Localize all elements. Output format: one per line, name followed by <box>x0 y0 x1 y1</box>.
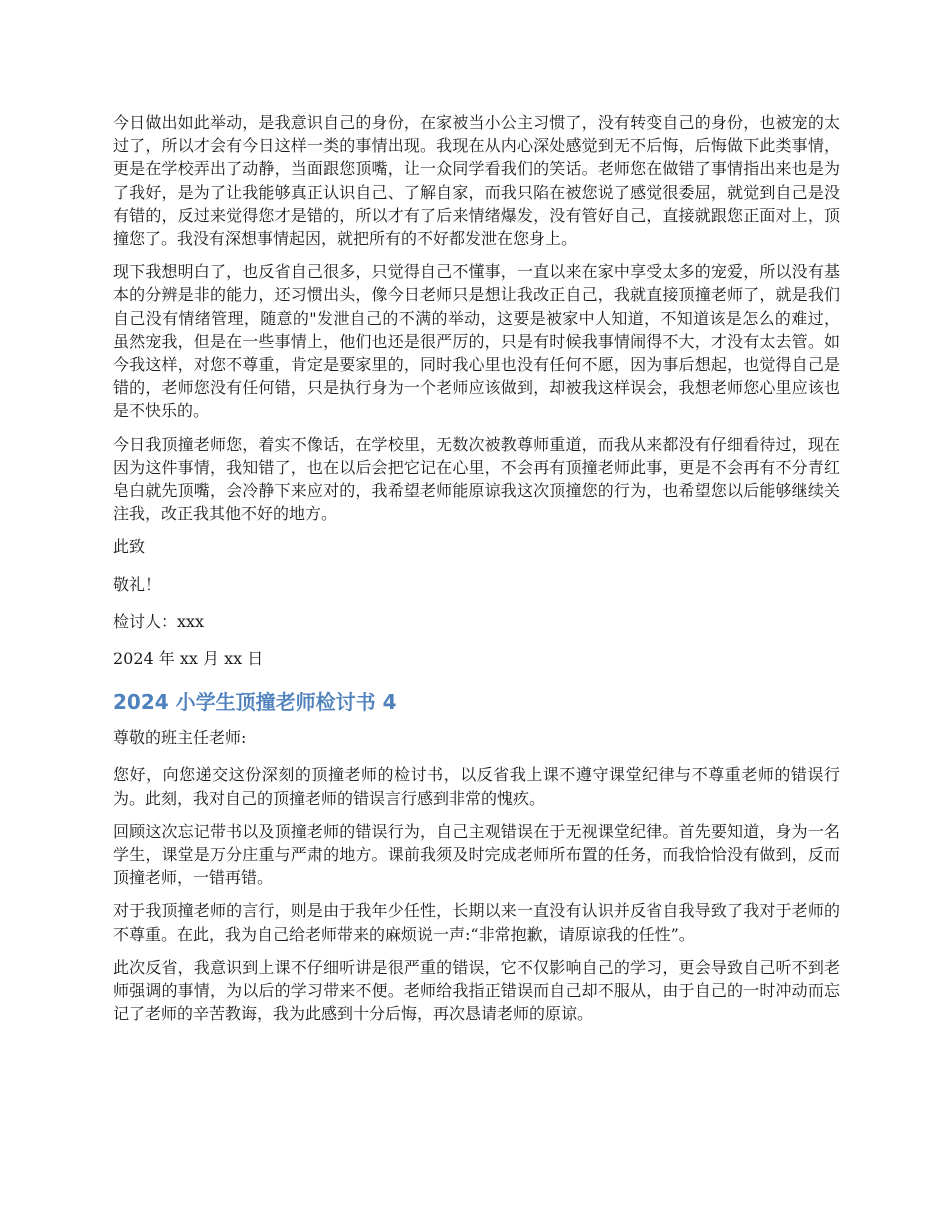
date-line: 2024 年 xx 月 xx 日 <box>113 649 264 669</box>
body-paragraph: 今日做出如此举动，是我意识自己的身份，在家被当小公主习惯了，没有转变自己的身份，也被宠的太过了，所以才会有今日这样一类的事情出现。我现在从内心深处感觉到无不后悔，后悔做下此类事情，更是在学校弄出了动静，当面跟您顶嘴，让一众同学看我们的笑话。老师您在做错了事情指出来也是为了我好，是为了让我能够真正认识自己、了解自家，而我只陷在被您说了感觉很委屈，就觉到自己是没有错的，反过来觉得您才是错的，所以才有了后来情绪爆发，没有管好自己，直接就跟您正面对上，顶撞您了。我没有深想事情起因，就把所有的不好都发泄在您身上。 <box>113 113 840 249</box>
signer-line: 检讨人：xxx <box>113 611 205 631</box>
document-page <box>113 111 840 1036</box>
body-paragraph: 今日我顶撞老师您，着实不像话，在学校里，无数次被教尊师重道，而我从来都没有仔细看待过，现在因为这件事情，我知错了，也在以后会把它记在心里，不会再有顶撞老师此事，更是不会再有不分青红皂白就先顶嘴，会冷静下来应对的，我希望老师能原谅我这次顶撞您的行为，也希望您以后能够继续关注我，改正我其他不好的地方。 <box>113 434 840 524</box>
body-paragraph: 回顾这次忘记带书以及顶撞老师的错误行为，自己主观错误在于无视课堂纪律。首先要知道，身为一名学生，课堂是万分庄重与严肃的地方。课前我须及时完成老师所布置的任务，而我恰恰没有做到，反而顶撞老师，一错再错。 <box>113 821 840 888</box>
closing-salutation: 此致 <box>113 537 146 557</box>
section-heading: 2024 小学生顶撞老师检讨书 4 <box>113 690 397 715</box>
body-paragraph: 您好，向您递交这份深刻的顶撞老师的检讨书，以反省我上课不遵守课堂纪律与不尊重老师的错误行为。此刻，我对自己的顶撞老师的错误言行感到非常的愧疚。 <box>113 765 840 808</box>
body-paragraph: 此次反省，我意识到上课不仔细听讲是很严重的错误，它不仅影响自己的学习，更会导致自己听不到老师强调的事情，为以后的学习带来不便。老师给我指正错误而自己却不服从，由于自己的一时冲动而忘记了老师的辛苦教诲，我为此感到十分后悔，再次恳请老师的原谅。 <box>113 957 840 1024</box>
body-paragraph: 对于我顶撞老师的言行，则是由于我年少任性，长期以来一直没有认识并反省自我导致了我对于老师的不尊重。在此，我为自己给老师带来的麻烦说一声:“非常抱歉，请原谅我的任性”。 <box>113 901 840 944</box>
body-paragraph: 现下我想明白了，也反省自己很多，只觉得自己不懂事，一直以来在家中享受太多的宠爱，所以没有基本的分辨是非的能力，还习惯出头，像今日老师只是想让我改正自己，我就直接顶撞老师了，就是我们自己没有情绪管理，随意的"发泄自己的不满的举动，这要是被家中人知道，不知道该是怎么的难过，虽然宠我，但是在一些事情上，他们也还是很严厉的，只是有时候我事情闹得不大，才没有太去管。如今我这样，对您不尊重，肯定是要家里的，同时我心里也没有任何不愿，因为事后想起，也觉得自己是错的，老师您没有任何错，只是执行身为一个老师应该做到，却被我这样误会，我想老师您心里应该也是不快乐的。 <box>113 262 840 421</box>
closing-respect: 敬礼！ <box>113 574 162 594</box>
greeting-line: 尊敬的班主任老师: <box>113 728 247 748</box>
